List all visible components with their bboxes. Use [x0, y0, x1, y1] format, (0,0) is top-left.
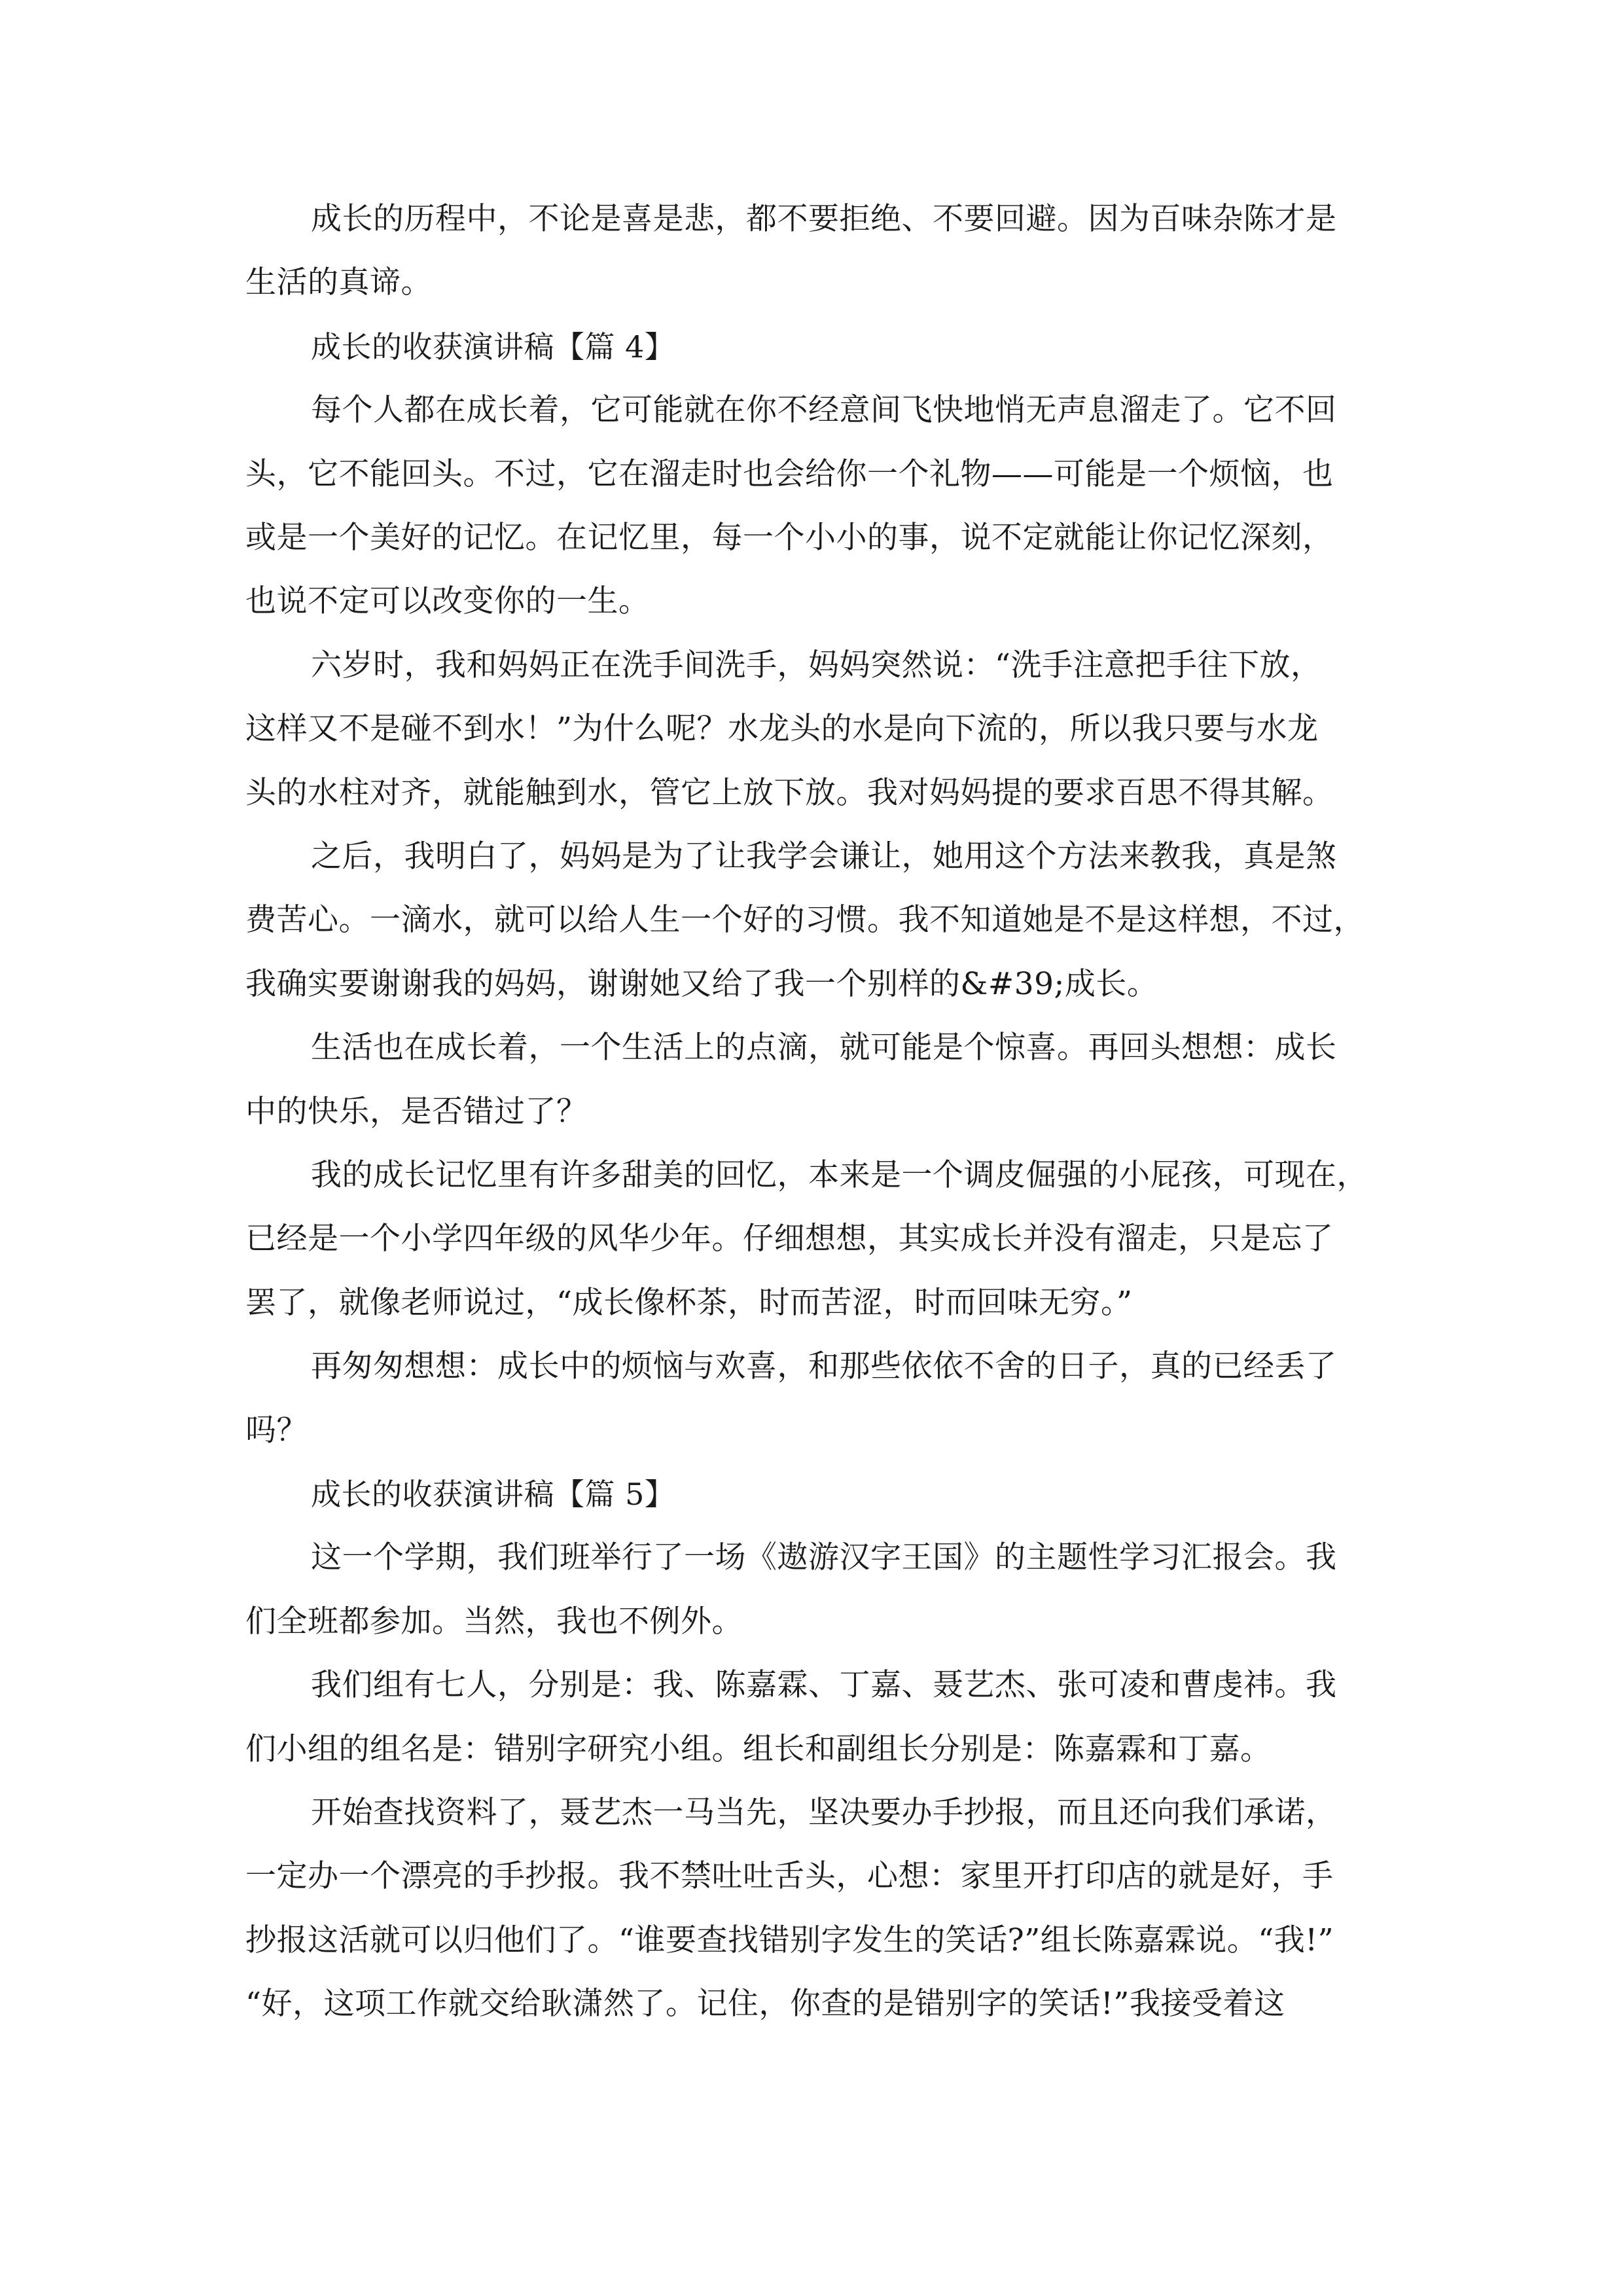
text-line: 吗？: [245, 1412, 308, 1448]
text-line: 费苦心。一滴水，就可以给人生一个好的习惯。我不知道她是不是这样想，不过，: [245, 902, 1364, 938]
text-line: 或是一个美好的记忆。在记忆里，每一个小小的事，说不定就能让你记忆深刻，: [245, 520, 1334, 556]
text-line: 已经是一个小学四年级的风华少年。仔细想想，其实成长并没有溜走，只是忘了: [245, 1221, 1334, 1257]
text-line: 我确实要谢谢我的妈妈，谢谢她又给了我一个别样的&#39;成长。: [245, 966, 1158, 1002]
text-line: 罢了，就像老师说过，“成长像杯茶，时而苦涩，时而回味无穷。”: [245, 1285, 1133, 1321]
text-line: 头的水柱对齐，就能触到水，管它上放下放。我对妈妈提的要求百思不得其解。: [245, 775, 1334, 811]
text-line: 开始查找资料了，聂艺杰一马当先，坚决要办手抄报，而且还向我们承诺，: [311, 1795, 1337, 1831]
text-line: 头，它不能回头。不过，它在溜走时也会给你一个礼物——可能是一个烦恼，也: [245, 456, 1334, 492]
text-line: 这样又不是碰不到水！”为什么呢？水龙头的水是向下流的，所以我只要与水龙: [245, 711, 1319, 747]
section-heading-4: 成长的收获演讲稿【篇 4】: [311, 329, 675, 365]
text-line: 们全班都参加。当然，我也不例外。: [245, 1604, 743, 1640]
text-line: 中的快乐，是否错过了？: [245, 1094, 588, 1130]
text-line: 六岁时，我和妈妈正在洗手间洗手，妈妈突然说：“洗手注意把手往下放，: [311, 647, 1322, 683]
text-line: 每个人都在成长着，它可能就在你不经意间飞快地悄无声息溜走了。它不回: [311, 392, 1337, 428]
text-line: “好，这项工作就交给耿潇然了。记住，你查的是错别字的笑话!”我接受着这: [245, 1986, 1285, 2022]
section-heading-5: 成长的收获演讲稿【篇 5】: [311, 1477, 675, 1512]
text-line: 成长的历程中，不论是喜是悲，都不要拒绝、不要回避。因为百味杂陈才是: [311, 201, 1337, 237]
text-line: 们小组的组名是：错别字研究小组。组长和副组长分别是：陈嘉霖和丁嘉。: [245, 1731, 1272, 1767]
text-line: 生活的真谛。: [245, 264, 432, 300]
text-line: 抄报这活就可以归他们了。“谁要查找错别字发生的笑话?”组长陈嘉霖说。“我!”: [245, 1922, 1334, 1958]
text-line: 我的成长记忆里有许多甜美的回忆，本来是一个调皮倔强的小屁孩，可现在，: [311, 1157, 1368, 1193]
text-line: 之后，我明白了，妈妈是为了让我学会谦让，她用这个方法来教我，真是煞: [311, 838, 1337, 874]
text-line: 我们组有七人，分别是：我、陈嘉霖、丁嘉、聂艺杰、张可凌和曹虔祎。我: [311, 1667, 1337, 1703]
text-line: 再匆匆想想：成长中的烦恼与欢喜，和那些依依不舍的日子，真的已经丢了: [311, 1348, 1337, 1384]
text-line: 生活也在成长着，一个生活上的点滴，就可能是个惊喜。再回头想想：成长: [311, 1030, 1337, 1066]
document-page: [245, 196, 1384, 2160]
text-line: 一定办一个漂亮的手抄报。我不禁吐吐舌头，心想：家里开打印店的就是好，手: [245, 1858, 1334, 1894]
text-line: 这一个学期，我们班举行了一场《遨游汉字王国》的主题性学习汇报会。我: [311, 1539, 1337, 1575]
text-line: 也说不定可以改变你的一生。: [245, 583, 650, 619]
